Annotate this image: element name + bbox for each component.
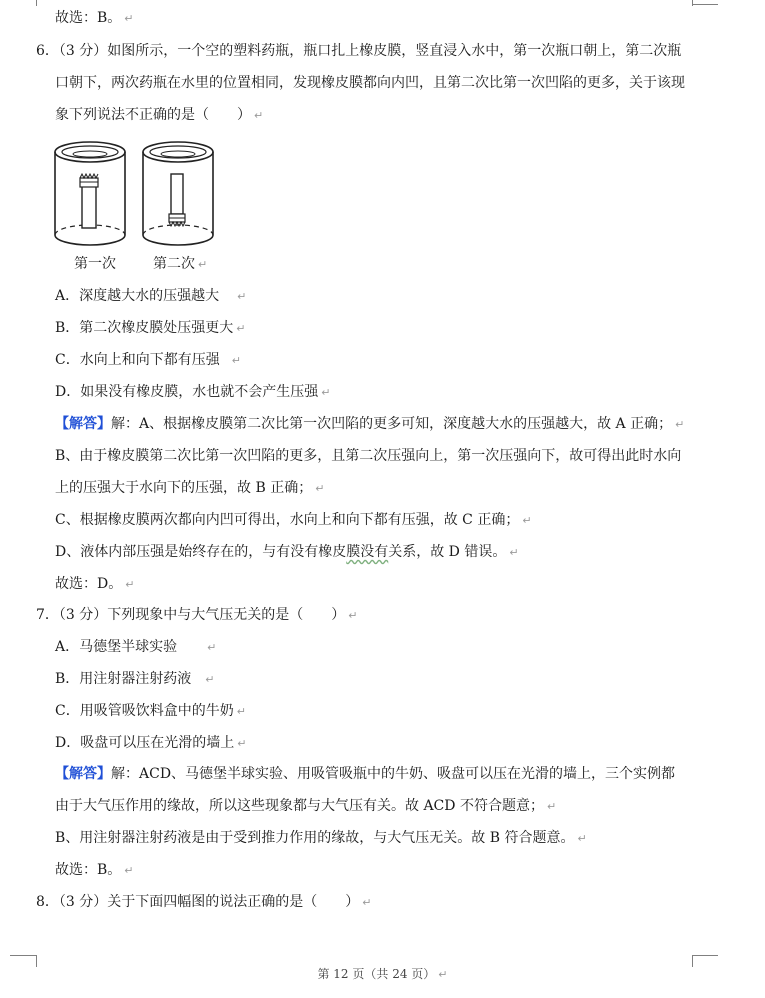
crop-mark-bottom-left-h <box>10 955 37 956</box>
paragraph-mark: ↵ <box>315 482 325 495</box>
q7-answer-line-1: 【解答】解：ACD、马德堡半球实验、用吸管吸瓶中的牛奶、吸盘可以压在光滑的墙上，三个实例都 <box>55 766 676 782</box>
paragraph-mark: ↵ <box>124 864 134 877</box>
q6-option-c: C．水向上和向下都有压强 ↵ <box>55 352 241 368</box>
paragraph-mark: ↵ <box>236 705 246 718</box>
paragraph-mark: ↵ <box>237 737 247 750</box>
figure-label-first: 第一次 <box>74 256 116 272</box>
q7-option-c: C．用吸管吸饮料盒中的牛奶 ↵ <box>55 703 246 719</box>
beaker-first-figure <box>52 138 128 250</box>
paragraph-mark: ↵ <box>205 673 215 686</box>
q6-conclusion: 故选：D。 ↵ <box>55 576 135 592</box>
q7-option-a: A．马德堡半球实验 ↵ <box>55 639 217 655</box>
q6-option-d: D．如果没有橡皮膜，水也就不会产生压强 ↵ <box>55 384 331 400</box>
beaker-second-figure <box>140 138 216 250</box>
q7-answer-line-2: 由于大气压作用的缘故，所以这些现象都与大气压有关。故 ACD 不符合题意； ↵ <box>55 798 557 814</box>
paragraph-mark: ↵ <box>198 258 208 271</box>
q6-option-b: B．第二次橡皮膜处压强更大 ↵ <box>55 320 246 336</box>
crop-mark-bottom-right-h <box>692 955 718 956</box>
paragraph-mark: ↵ <box>207 641 217 654</box>
prev-conclusion: 故选：B。 ↵ <box>55 10 134 26</box>
q6-option-a: A．深度越大水的压强越大 ↵ <box>55 288 247 304</box>
q6-stem-line-3: 象下列说法不正确的是（ ） ↵ <box>55 107 264 123</box>
paragraph-mark: ↵ <box>254 109 264 122</box>
q7-conclusion: 故选：B。 ↵ <box>55 862 134 878</box>
paragraph-mark: ↵ <box>675 418 685 431</box>
q7-stem: 7．（3 分）下列现象中与大气压无关的是（ ） ↵ <box>36 607 358 623</box>
paragraph-mark: ↵ <box>362 896 372 909</box>
q8-stem: 8．（3 分）关于下面四幅图的说法正确的是（ ） ↵ <box>36 894 372 910</box>
paragraph-mark: ↵ <box>231 354 241 367</box>
q6-answer-line-1: 【解答】解：A、根据橡皮膜第二次比第一次凹陷的更多可知，深度越大水的压强越大，故 A 正确； ↵ <box>55 416 685 432</box>
paragraph-mark: ↵ <box>125 578 135 591</box>
crop-mark-top-right-h <box>692 4 718 5</box>
q7-option-b: B．用注射器注射药液 ↵ <box>55 671 215 687</box>
grammar-squiggle: 膜没有 <box>346 544 389 560</box>
paragraph-mark: ↵ <box>438 968 448 981</box>
figure-label-second: 第二次 ↵ <box>153 256 208 272</box>
paragraph-mark: ↵ <box>546 800 557 813</box>
q6-answer-line-2: B、由于橡皮膜第二次比第一次凹陷的更多，且第二次压强向上，第一次压强向下，故可得出此时水向 <box>55 448 682 464</box>
paragraph-mark: ↵ <box>237 290 247 303</box>
q6-stem-line-2: 口朝下，两次药瓶在水里的位置相同，发现橡皮膜都向内凹，且第二次比第一次凹陷的更多，关于该现 <box>55 75 685 91</box>
paragraph-mark: ↵ <box>577 832 587 845</box>
answer-tag: 【解答】 <box>55 766 111 782</box>
paragraph-mark: ↵ <box>509 546 519 559</box>
paragraph-mark: ↵ <box>124 12 134 25</box>
q6-answer-line-4: C、根据橡皮膜两次都向内凹可得出，水向上和向下都有压强，故 C 正确； ↵ <box>55 512 532 528</box>
paragraph-mark: ↵ <box>522 514 532 527</box>
q7-option-d: D．吸盘可以压在光滑的墙上 ↵ <box>55 735 247 751</box>
answer-tag: 【解答】 <box>55 416 111 432</box>
q7-answer-line-3: B、用注射器注射药液是由于受到推力作用的缘故，与大气压无关。故 B 符合题意。 ↵ <box>55 830 587 846</box>
paragraph-mark: ↵ <box>348 609 358 622</box>
q6-stem-line-1: 6．（3 分）如图所示，一个空的塑料药瓶，瓶口扎上橡皮膜，竖直浸入水中，第一次瓶口朝上，第二次瓶 <box>36 43 682 59</box>
crop-mark-top-right-v <box>692 0 693 6</box>
q6-answer-line-3: 上的压强大于水向下的压强，故 B 正确； ↵ <box>55 480 325 496</box>
q6-answer-line-5: D、液体内部压强是始终存在的，与有没有橡皮膜没有关系，故 D 错误。 ↵ <box>55 544 519 560</box>
paragraph-mark: ↵ <box>236 322 246 335</box>
crop-mark-top-left-v <box>36 0 37 6</box>
page-footer: 第 12 页（共 24 页） ↵ <box>317 967 448 981</box>
paragraph-mark: ↵ <box>321 386 331 399</box>
